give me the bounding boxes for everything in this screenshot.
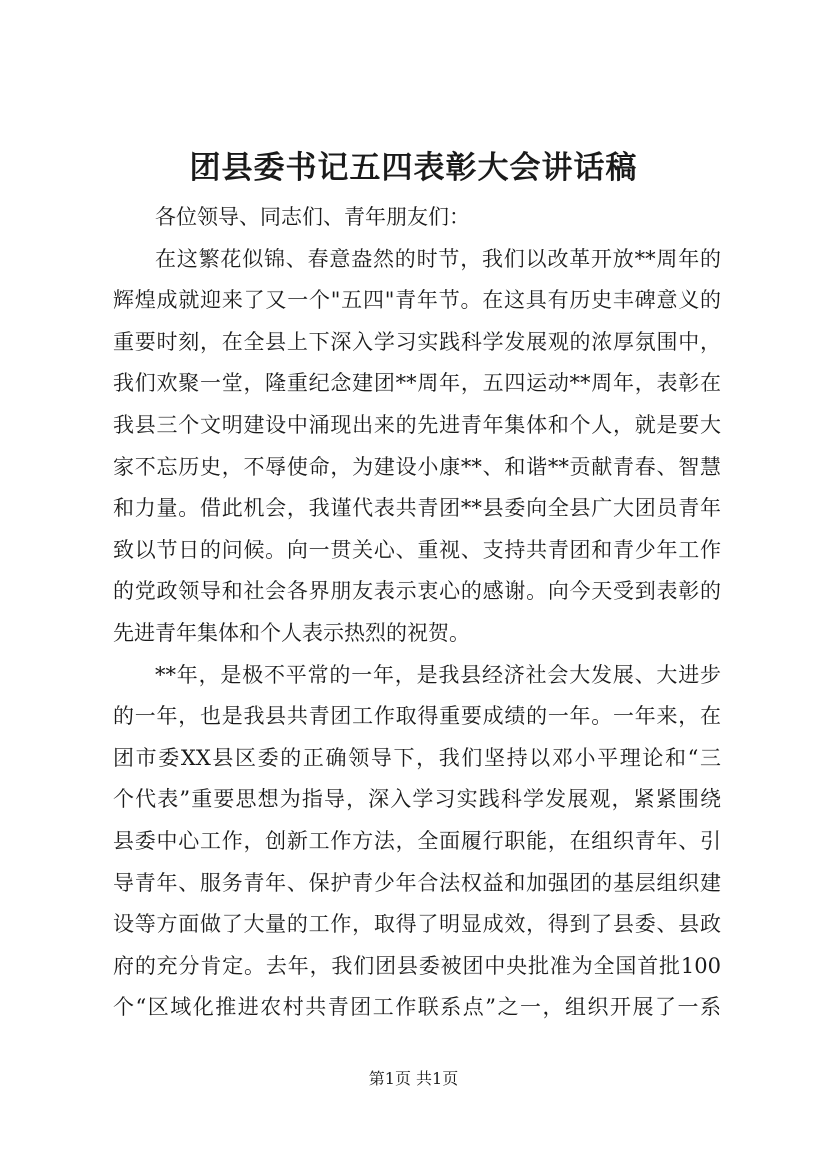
paragraph-line: 我县三个文明建设中涌现出来的先进青年集体和个人，就是要大 (113, 412, 721, 437)
paragraph-line: 的一年，也是我县共青团工作取得重要成绩的一年。一年来，在 (113, 704, 721, 729)
paragraph-line: 县委中心工作，创新工作方法，全面履行职能，在组织青年、引 (113, 828, 721, 853)
paragraph-line: 在这繁花似锦、春意盎然的时节，我们以改革开放**周年的 (155, 246, 721, 271)
paragraph-line: 和力量。借此机会，我谨代表共青团**县委向全县广大团员青年 (113, 496, 721, 521)
document-body (113, 197, 721, 1029)
paragraph-line: 设等方面做了大量的工作，取得了明显成效，得到了县委、县政 (113, 912, 721, 937)
paragraph-line: 致以节日的问候。向一贯关心、重视、支持共青团和青少年工作 (113, 537, 721, 562)
salutation-line: 各位领导、同志们、青年朋友们： (155, 205, 470, 229)
paragraph-line: 个“区域化推进农村共青团工作联系点”之一，组织开展了一系 (113, 995, 721, 1020)
paragraph-line: 导青年、服务青年、保护青少年合法权益和加强团的基层组织建 (113, 870, 721, 895)
document-title: 团县委书记五四表彰大会讲话稿 (189, 150, 638, 186)
paragraph-line: 重要时刻，在全县上下深入学习实践科学发展观的浓厚氛围中， (113, 329, 721, 354)
paragraph-line: 我们欢聚一堂，隆重纪念建团**周年，五四运动**周年，表彰在 (113, 371, 721, 396)
paragraph-line: **年，是极不平常的一年，是我县经济社会大发展、大进步 (155, 662, 721, 687)
paragraph-line: 府的充分肯定。去年，我们团县委被团中央批准为全国首批100 (113, 953, 721, 978)
paragraph-line: 家不忘历史，不辱使命，为建设小康**、和谐**贡献青春、智慧 (113, 454, 721, 479)
paragraph-line: 的党政领导和社会各界朋友表示衷心的感谢。向今天受到表彰的 (113, 579, 721, 604)
paragraph-line: 先进青年集体和个人表示热烈的祝贺。 (113, 620, 470, 645)
paragraph-line: 个代表”重要思想为指导，深入学习实践科学发展观，紧紧围绕 (113, 787, 721, 812)
paragraph-line: 辉煌成就迎来了又一个"五四"青年节。在这具有历史丰碑意义的 (113, 288, 721, 313)
page-number-footer: 第1页 共1页 (368, 1069, 459, 1088)
paragraph-line: 团市委XX县区委的正确领导下，我们坚持以邓小平理论和“三 (113, 745, 721, 770)
